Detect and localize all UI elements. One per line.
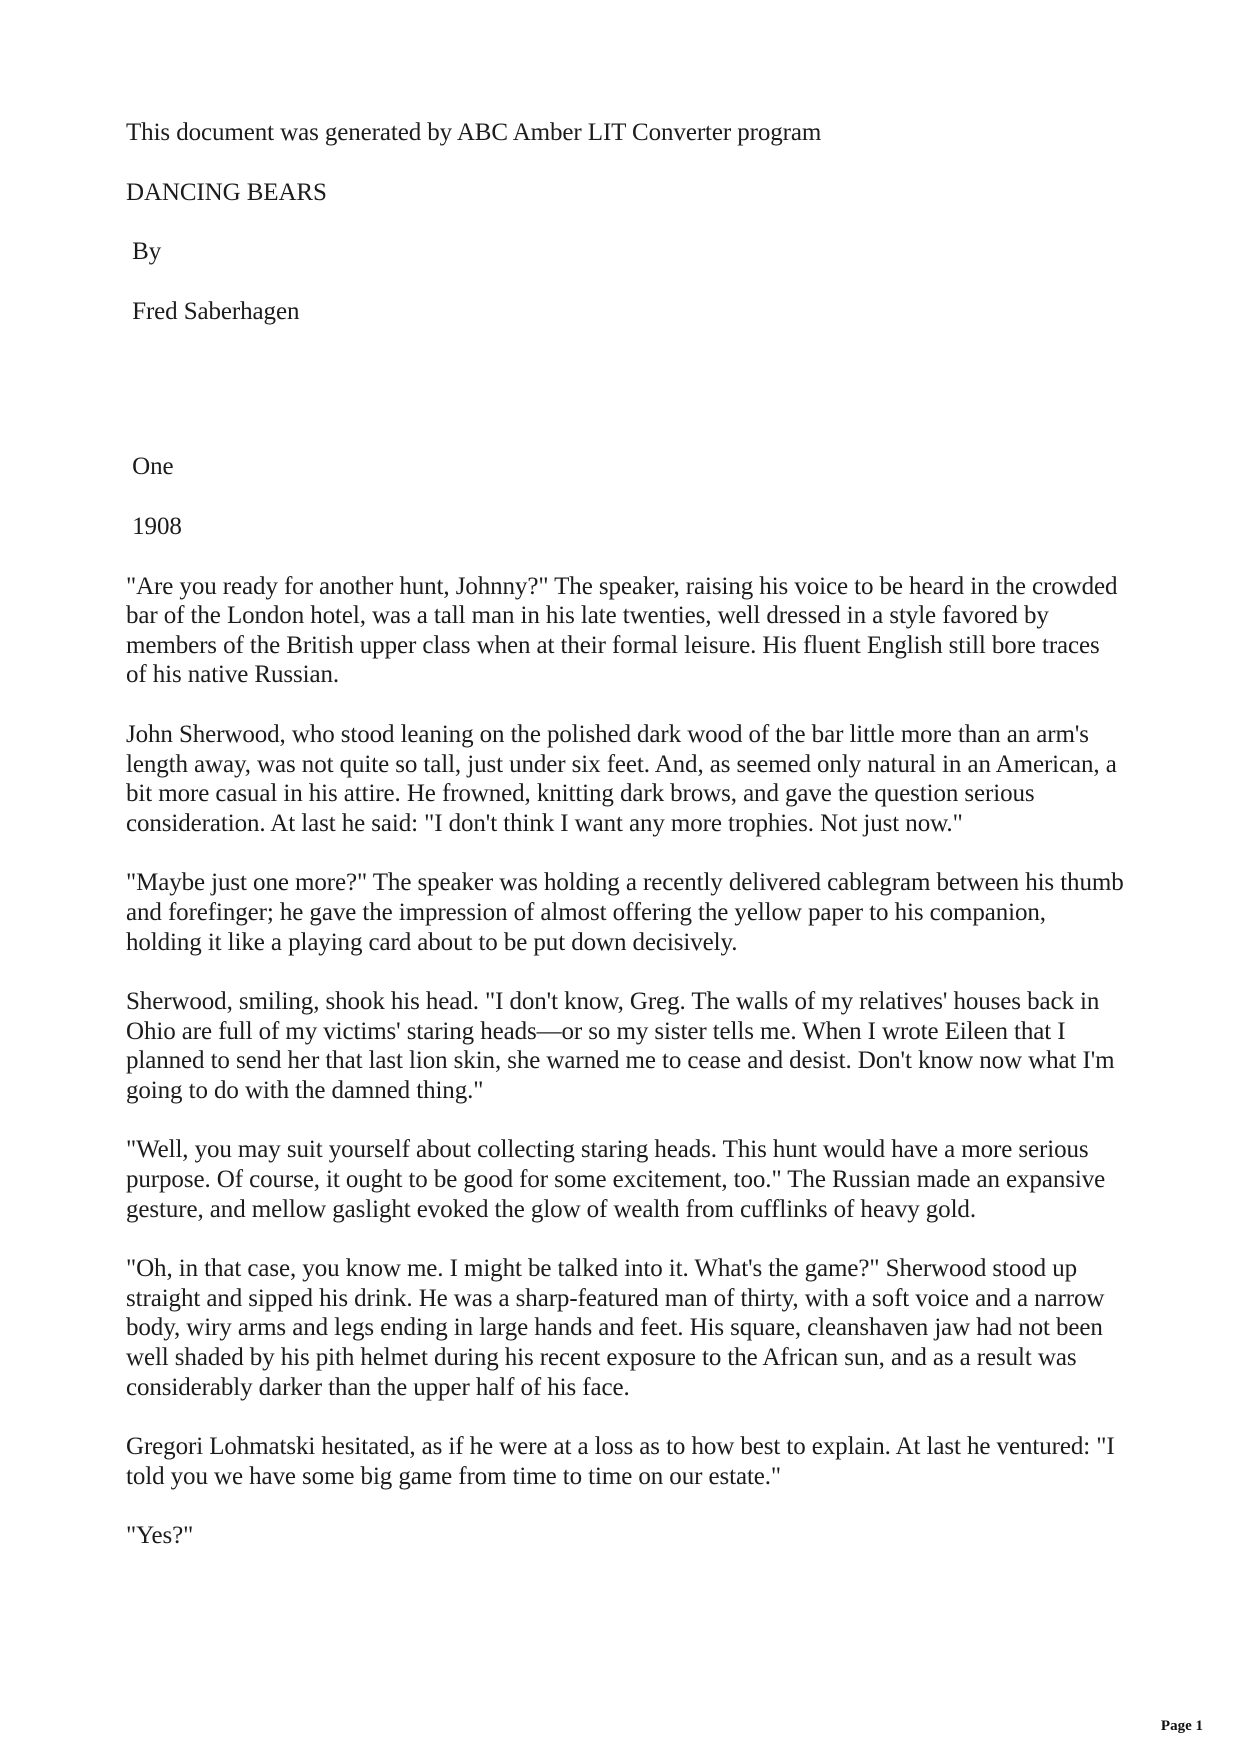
page-number: Page 1 (1160, 1718, 1203, 1734)
document-title: DANCING BEARS (126, 178, 327, 206)
paragraph: "Maybe just one more?" The speaker was holding a recently delivered cablegram between his thumb and forefinger; he gave the impression of almost offering the yellow paper to his companion, holding it like a playing card about to be put down decisively. (126, 869, 1124, 956)
generator-note: This document was generated by ABC Amber LIT Converter program (126, 119, 822, 146)
paragraph: John Sherwood, who stood leaning on the polished dark wood of the bar little more than an arm's length away, was not quite so tall, just under six feet. And, as seemed only natural in an American, a bit more casual in his attire. He frowned, knitting dark brows, and gave the question serious consideration. At last he said: "I don't think I want any more trophies. Not just now." (126, 720, 1117, 837)
author-name: Fred Saberhagen (126, 297, 300, 325)
by-line: By (126, 238, 162, 266)
paragraph: "Well, you may suit yourself about collecting staring heads. This hunt would have a more serious purpose. Of course, it ought to be good for some excitement, too." The Russian made an expansive gesture, and mellow gaslight evoked the glow of wealth from cufflinks of heavy gold. (126, 1136, 1106, 1223)
paragraph: "Are you ready for another hunt, Johnny?" The speaker, raising his voice to be heard in the crowded bar of the London hotel, was a tall man in his late twenties, well dressed in a style favored by members of the British upper class when at their formal leisure. His fluent English still bore traces of his native Russian. (126, 572, 1118, 689)
document-body (126, 118, 1126, 1581)
paragraph: Sherwood, smiling, shook his head. "I don't know, Greg. The walls of my relatives' houses back in Ohio are full of my victims' staring heads—or so my sister tells me. When I wrote Eileen that I planned to send her that last lion skin, she warned me to cease and desist. Don't know now what I'm going to do with the damned thing." (126, 988, 1115, 1104)
paragraph: Gregori Lohmatski hesitated, as if he were at a loss as to how best to explain. At last he ventured: "I told you we have some big game from time to time on our estate." (126, 1433, 1115, 1490)
paragraph: "Yes?" (126, 1522, 194, 1550)
chapter-year: 1908 (126, 512, 182, 540)
chapter-heading: One (126, 453, 174, 481)
paragraph: "Oh, in that case, you know me. I might be talked into it. What's the game?" Sherwood stood up straight and sipped his drink. He was a sharp-featured man of thirty, with a soft voice and a narrow body, wiry arms and legs ending in large hands and feet. His square, cleanshaven jaw had not been well shaded by his pith helmet during his recent exposure to the African sun, and as a result was considerably darker than the upper half of his face. (126, 1255, 1105, 1401)
